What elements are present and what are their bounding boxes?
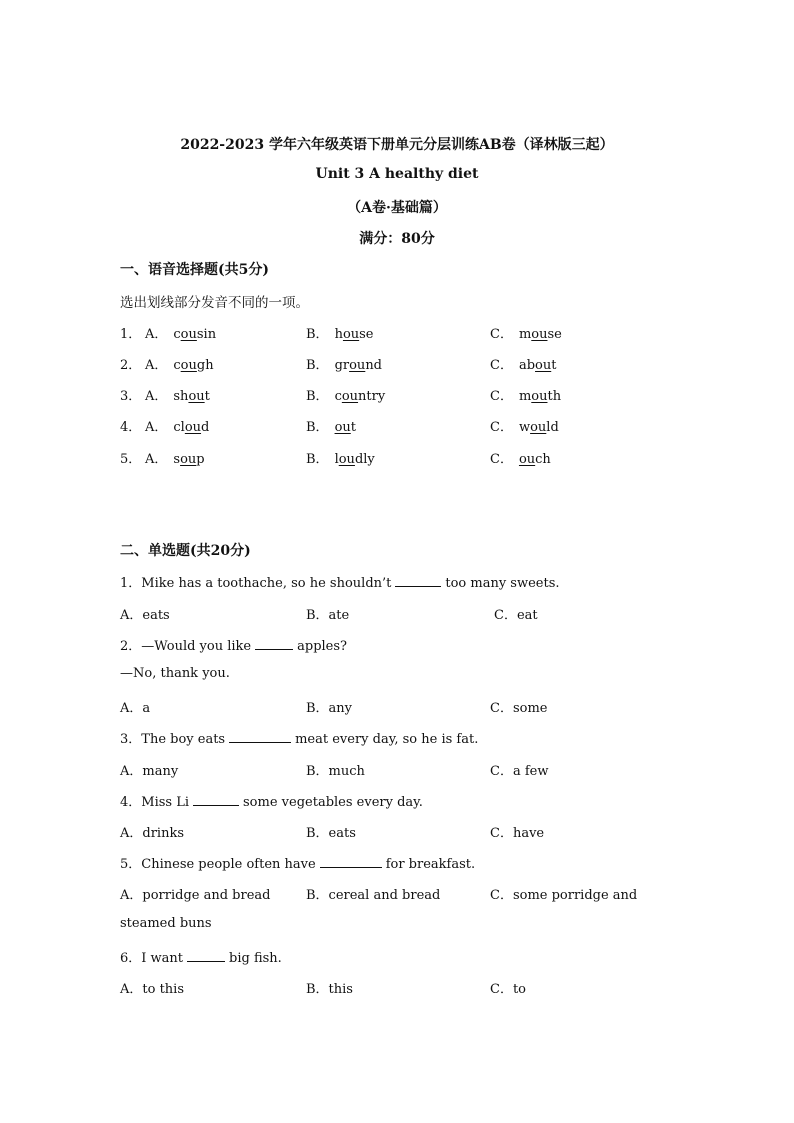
exam-title: 2022-2023 学年六年级英语下册单元分层训练AB卷（译林版三起） (180, 137, 614, 153)
answer-blank (229, 731, 291, 743)
phonics-option-b (306, 323, 374, 342)
phonics-option-c (490, 448, 551, 467)
word-part: m (518, 327, 532, 342)
underlined-letters: ou (341, 389, 359, 404)
answer-blank (193, 794, 239, 806)
question-text-post: big fish. (229, 951, 282, 966)
option-label: C． (490, 327, 513, 342)
section2-heading: 二、单选题(共20分) (120, 543, 251, 559)
phonics-option-b (306, 416, 356, 435)
question-text-post: too many sweets. (445, 576, 560, 591)
word-part: m (518, 389, 532, 404)
question-text-post: meat every day, so he is fat. (295, 732, 479, 747)
phonics-option-b (306, 385, 385, 404)
question-text-pre: 1．Mike has a toothache, so he shouldn’t (120, 576, 392, 591)
phonics-question-number: 4． (120, 420, 142, 435)
word-part: c (173, 358, 181, 373)
phonics-option-b (306, 448, 375, 467)
phonics-question-number: 1． (120, 327, 142, 342)
phonics-option-a (145, 385, 210, 404)
phonics-option-a (145, 354, 214, 373)
word-part: cl (173, 420, 185, 435)
underlined-letters: ou (531, 327, 548, 342)
question-2-reply: —No, thank you. (120, 666, 230, 681)
question-text-pre: 5．Chinese people often have (120, 857, 316, 872)
word-part: se (547, 327, 562, 342)
phonics-option-c (490, 323, 562, 342)
option-label: A． (145, 420, 168, 435)
underlined-letters: ou (518, 452, 536, 467)
phonics-option-c (490, 416, 559, 435)
underlined-letters: ou (180, 358, 197, 373)
volume-subtitle: （A卷·基础篇） (347, 200, 447, 216)
word-part: h (334, 327, 343, 342)
option-b: B．ate (306, 608, 350, 623)
option-label: A． (145, 389, 168, 404)
word-part: t (350, 420, 356, 435)
word-part: th (547, 389, 562, 404)
mcq-question-6 (120, 947, 282, 966)
option-label: A． (145, 358, 168, 373)
mcq-question-1 (120, 572, 560, 591)
question-text-post: apples? (297, 639, 348, 654)
option-c: C．have (490, 826, 545, 841)
underlined-letters: ou (530, 420, 547, 435)
word-part: dly (354, 452, 375, 467)
word-part: d (201, 420, 210, 435)
option-label: B． (306, 420, 329, 435)
option-c: C．some (490, 701, 548, 716)
underlined-letters: ou (535, 358, 552, 373)
option-a: A．porridge and bread (120, 888, 271, 903)
question-text-post: some vegetables every day. (243, 795, 423, 810)
word-part: sh (173, 389, 189, 404)
phonics-option-a (145, 416, 209, 435)
word-part: t (551, 358, 557, 373)
option-label: C． (490, 358, 513, 373)
word-part: t (204, 389, 210, 404)
underlined-letters: ou (180, 452, 197, 467)
word-part: c (334, 389, 342, 404)
unit-title: Unit 3 A healthy diet (315, 166, 479, 182)
underlined-letters: ou (184, 420, 202, 435)
word-part: gh (196, 358, 214, 373)
question-text-pre: 4．Miss Li (120, 795, 190, 810)
underlined-letters: ou (338, 452, 355, 467)
answer-blank (395, 575, 441, 587)
phonics-option-a (145, 323, 216, 342)
option-label: B． (306, 452, 329, 467)
option-label: B． (306, 327, 329, 342)
question-text-pre: 2．—Would you like (120, 639, 252, 654)
phonics-option-c (490, 385, 561, 404)
word-part: w (518, 420, 531, 435)
question-text-post: for breakfast. (385, 857, 476, 872)
option-c: C．a few (490, 764, 549, 779)
mcq-question-2 (120, 635, 347, 654)
option-label: C． (490, 452, 513, 467)
word-part: nd (365, 358, 383, 373)
question-text-pre: 3．The boy eats (120, 732, 226, 747)
option-c: C．eat (494, 608, 538, 623)
phonics-question-number: 5． (120, 452, 142, 467)
option-b: B．eats (306, 826, 356, 841)
option-label: B． (306, 358, 329, 373)
option-a: A．drinks (120, 826, 185, 841)
underlined-letters: ou (180, 327, 197, 342)
underlined-letters: ou (188, 389, 205, 404)
phonics-question-number: 3． (120, 389, 142, 404)
question-text-pre: 6．I want (120, 951, 184, 966)
section1-instruction: 选出划线部分发音不同的一项。 (120, 295, 309, 311)
option-c: C．some porridge and (490, 888, 638, 903)
underlined-letters: ou (349, 358, 366, 373)
phonics-option-a (145, 448, 205, 467)
word-part: se (359, 327, 374, 342)
phonics-option-b (306, 354, 382, 373)
underlined-letters: ou (531, 389, 548, 404)
word-part: ld (546, 420, 559, 435)
option-a: A．a (120, 701, 151, 716)
answer-blank (320, 856, 382, 868)
option-label: A． (145, 327, 168, 342)
word-part: ab (518, 358, 536, 373)
option-c: C．to (490, 982, 526, 997)
option-label: C． (490, 389, 513, 404)
word-part: sin (196, 327, 217, 342)
word-part: p (196, 452, 205, 467)
full-score: 满分：80分 (359, 231, 435, 247)
word-part: ntry (358, 389, 386, 404)
phonics-option-c (490, 354, 556, 373)
phonics-question-number: 2． (120, 358, 142, 373)
option-b: B．this (306, 982, 353, 997)
option-a: A．many (120, 764, 179, 779)
option-label: B． (306, 389, 329, 404)
underlined-letters: ou (334, 420, 351, 435)
word-part: c (173, 327, 181, 342)
underlined-letters: ou (342, 327, 360, 342)
mcq-question-4 (120, 791, 423, 810)
section1-heading: 一、语音选择题(共5分) (120, 262, 269, 278)
option-b: B．any (306, 701, 353, 716)
answer-blank (187, 950, 225, 962)
word-part: l (334, 452, 339, 467)
option-b: B．cereal and bread (306, 888, 441, 903)
mcq-question-5 (120, 853, 475, 872)
option-label: A． (145, 452, 168, 467)
mcq-question-3 (120, 728, 478, 747)
word-part: gr (334, 358, 350, 373)
option-a: A．eats (120, 608, 170, 623)
option-a: A．to this (120, 982, 184, 997)
option-label: C． (490, 420, 513, 435)
word-part: s (173, 452, 181, 467)
answer-blank (255, 638, 293, 650)
option-b: B．much (306, 764, 365, 779)
option-c-continued: steamed buns (120, 916, 212, 931)
word-part: ch (535, 452, 551, 467)
